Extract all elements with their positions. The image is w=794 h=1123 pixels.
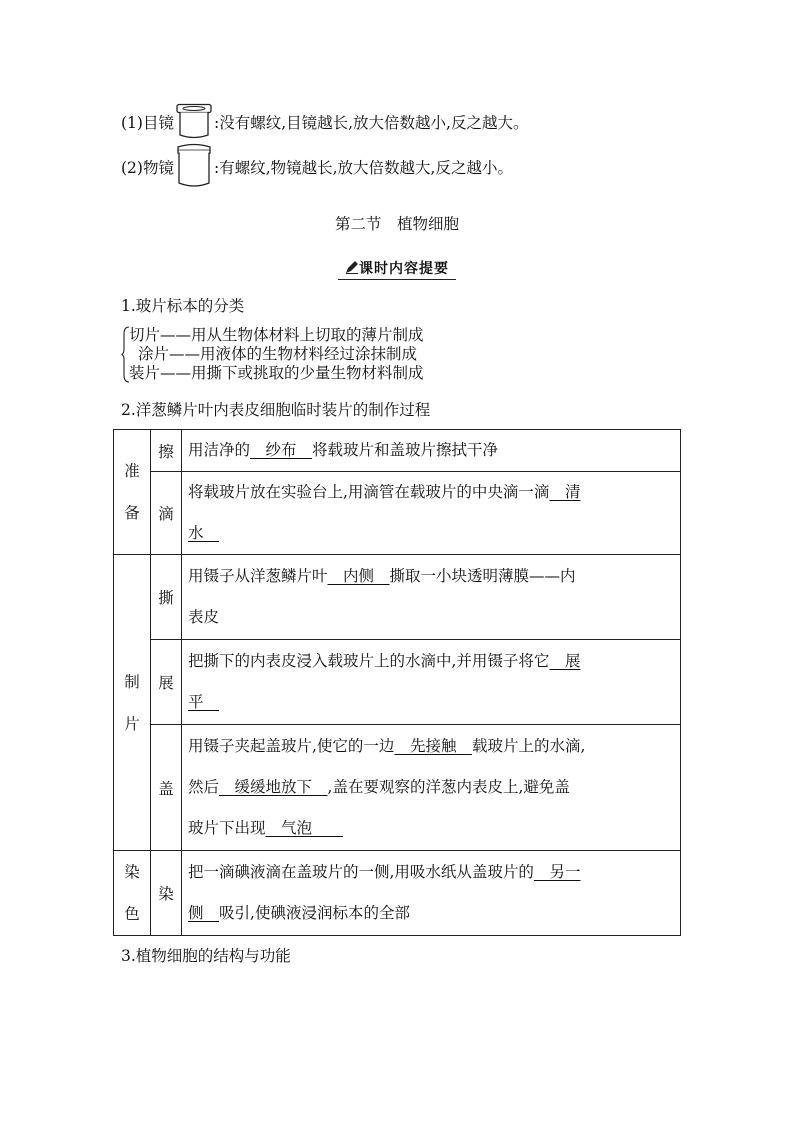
tear-text-pre: 用镊子从洋葱鳞片叶 — [188, 567, 328, 585]
group-prep-char-2: 备 — [124, 504, 140, 522]
subtitle-row — [0, 258, 794, 280]
table-row — [114, 430, 681, 472]
step-cover-content — [182, 725, 681, 851]
drop-answer-1: 清 — [549, 483, 581, 501]
step-stain-content — [182, 851, 681, 936]
eyepiece-prefix: (1)目镜 — [121, 114, 174, 132]
group-prep-char-1: 准 — [124, 462, 140, 480]
stain-answer-2: 侧 — [188, 904, 220, 922]
cover-text-1-pre: 用镊子夹起盖玻片,使它的一边 — [188, 737, 395, 755]
tear-text-line2: 表皮 — [188, 608, 220, 626]
cover-text-2-pre: 然后 — [188, 778, 220, 796]
objective-suffix: :有螺纹,物镜越长,放大倍数越大,反之越小。 — [213, 159, 513, 177]
subtitle: 课时内容提要 — [359, 261, 449, 277]
step-stain: 染 — [151, 851, 182, 936]
procedure-table — [113, 429, 681, 936]
eyepiece-suffix: :没有螺纹,目镜越长,放大倍数越小,反之越大。 — [213, 114, 529, 132]
group-make-char-1: 制 — [124, 672, 140, 691]
step-tear: 撕 — [151, 555, 182, 640]
subtitle-underline — [338, 279, 456, 280]
group-stain-char-2: 色 — [124, 905, 140, 923]
item1-heading: 1.玻片标本的分类 — [121, 297, 245, 315]
step-spread-content — [182, 640, 681, 725]
stain-text: 把一滴碘液滴在盖玻片的一侧,用吸水纸从盖玻片的 — [188, 863, 534, 881]
drop-text: 将载玻片放在实验台上,用滴管在载玻片的中央滴一滴 — [188, 483, 550, 501]
tear-answer: 内侧 — [327, 567, 390, 585]
slide-type-1: 切片——用从生物体材料上切取的薄片制成 — [129, 326, 424, 344]
cover-text-3-pre: 玻片下出现 — [188, 819, 266, 837]
step-wipe: 擦 — [151, 430, 182, 472]
step-cover: 盖 — [151, 725, 182, 851]
group-make-char-2: 片 — [124, 714, 140, 733]
stain-answer-1: 另一 — [533, 863, 581, 881]
stain-text-line2: 吸引,使碘液浸润标本的全部 — [219, 904, 410, 922]
wipe-text-pre: 用洁净的 — [188, 441, 251, 459]
slide-type-3: 装片——用撕下或挑取的少量生物材料制成 — [129, 364, 424, 382]
eyepiece-icon — [175, 103, 213, 141]
step-wipe-content — [182, 430, 681, 472]
wipe-text-post: 将载玻片和盖玻片擦拭干净 — [312, 441, 499, 459]
step-drop: 滴 — [151, 472, 182, 555]
spread-text: 把撕下的内表皮浸入载玻片上的水滴中,并用镊子将它 — [188, 652, 550, 670]
cover-answer-2: 缓缓地放下 — [219, 778, 328, 796]
drop-answer-2: 水 — [188, 524, 220, 542]
slide-types — [121, 326, 521, 383]
eyepiece-line — [121, 100, 528, 144]
item3-heading: 3.植物细胞的结构与功能 — [121, 947, 291, 965]
pencil-icon — [345, 260, 359, 274]
group-stain — [114, 851, 151, 936]
cover-text-1-post: 载玻片上的水滴, — [471, 737, 586, 755]
cover-answer-1: 先接触 — [394, 737, 472, 755]
table-row — [114, 640, 681, 725]
slide-type-2: 涂片——用液体的生物材料经过涂抹制成 — [138, 345, 418, 363]
table-row — [114, 555, 681, 640]
tear-text-post: 撕取一小块透明薄膜——内 — [389, 567, 576, 585]
table-row — [114, 851, 681, 936]
step-drop-content — [182, 472, 681, 555]
group-prep — [114, 430, 151, 555]
step-tear-content — [182, 555, 681, 640]
section-title: 第二节 植物细胞 — [334, 215, 459, 233]
objective-prefix: (2)物镜 — [121, 159, 174, 177]
table-row — [114, 725, 681, 851]
table-row — [114, 472, 681, 555]
cover-answer-3: 气泡 — [265, 819, 344, 837]
spread-answer-1: 展 — [549, 652, 581, 670]
step-spread: 展 — [151, 640, 182, 725]
group-stain-char-1: 染 — [124, 863, 140, 881]
spread-answer-2: 平 — [188, 693, 220, 711]
cover-text-2-post: ,盖在要观察的洋葱内表皮上,避免盖 — [327, 778, 570, 796]
objective-icon — [175, 143, 213, 191]
item2-heading: 2.洋葱鳞片叶内表皮细胞临时装片的制作过程 — [121, 401, 431, 419]
objective-line — [121, 142, 513, 192]
wipe-answer: 纱布 — [250, 441, 313, 459]
group-make — [114, 555, 151, 851]
